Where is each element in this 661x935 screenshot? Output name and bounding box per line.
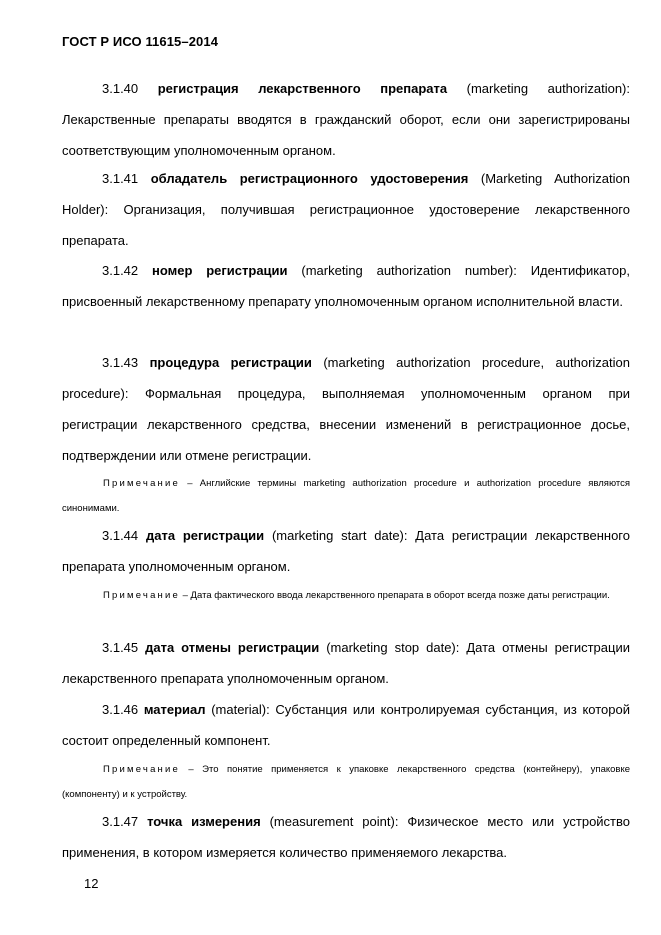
entry-term: регистрация лекарственного препарата (157, 81, 448, 96)
term-entry (62, 806, 630, 868)
note (62, 757, 630, 807)
entry-definition: (marketing stop date): Дата отмены регистрации лекарственного препарата уполномоченным органом. (62, 640, 630, 686)
entry-term: обладатель регистрационного удостоверения (150, 171, 469, 186)
entry-number: 3.1.43 (102, 355, 139, 370)
entry-definition: (material): Субстанция или контролируемая субстанция, из которой состоит определенный компонент. (62, 702, 630, 748)
entry-number: 3.1.41 (102, 171, 139, 186)
note (62, 583, 630, 608)
entry-number: 3.1.40 (102, 81, 139, 96)
entry-number: 3.1.46 (102, 702, 139, 717)
entry-definition: (marketing authorization): Лекарственные препараты вводятся в гражданский оборот, если они зарегистрированы соответствующим уполномоченным органом. (62, 81, 630, 158)
note-label: Примечание (103, 590, 180, 601)
entry-number: 3.1.44 (102, 528, 139, 543)
document-header: ГОСТ Р ИСО 11615–2014 (62, 34, 219, 49)
note-label: Примечание (103, 764, 180, 775)
note-text: – Английские термины marketing authorization procedure и authorization procedure являются синонимами. (62, 478, 630, 514)
entry-number: 3.1.42 (102, 263, 139, 278)
entry-definition: (marketing authorization number): Идентификатор, присвоенный лекарственному препарату уполномоченным органом исполнительной власти. (62, 263, 631, 309)
note-label: Примечание (103, 478, 180, 489)
page-number: 12 (84, 876, 99, 891)
entry-term: материал (143, 702, 206, 717)
entry-number: 3.1.45 (102, 640, 139, 655)
term-entry (62, 520, 630, 582)
term-entry (62, 694, 630, 756)
note (62, 471, 630, 521)
entry-term: процедура регистрации (149, 355, 312, 370)
term-entry (62, 73, 630, 166)
term-entry (62, 632, 630, 694)
note-text: – Дата фактического ввода лекарственного препарата в оборот всегда позже даты регистрации. (180, 590, 610, 601)
entry-term: точка измерения (147, 814, 261, 829)
entry-term: дата регистрации (145, 528, 265, 543)
note-text: – Это понятие применяется к упаковке лекарственного средства (контейнеру), упаковке (компоненту) и к устройству. (62, 764, 630, 800)
entry-term: дата отмены регистрации (145, 640, 320, 655)
entry-definition: (Marketing Authorization Holder): Организация, получившая регистрационное удостоверение лекарственного препарата. (62, 171, 630, 248)
term-entry (62, 163, 630, 256)
entry-definition: (marketing start date): Дата регистрации лекарственного препарата уполномоченным органом. (62, 528, 630, 574)
entry-definition: (marketing authorization procedure, authorization procedure): Формальная процедура, выполняемая уполномоченным органом при регистрации лекарственного средства, внесении изменений в регистрационное досье, подтверждении или отмене регистрации. (62, 355, 630, 463)
term-entry (62, 255, 630, 317)
term-entry (62, 347, 630, 471)
entry-term: номер регистрации (151, 263, 288, 278)
entry-definition: (measurement point): Физическое место или устройство применения, в котором измеряется количество применяемого лекарства. (62, 814, 631, 860)
entry-number: 3.1.47 (102, 814, 139, 829)
